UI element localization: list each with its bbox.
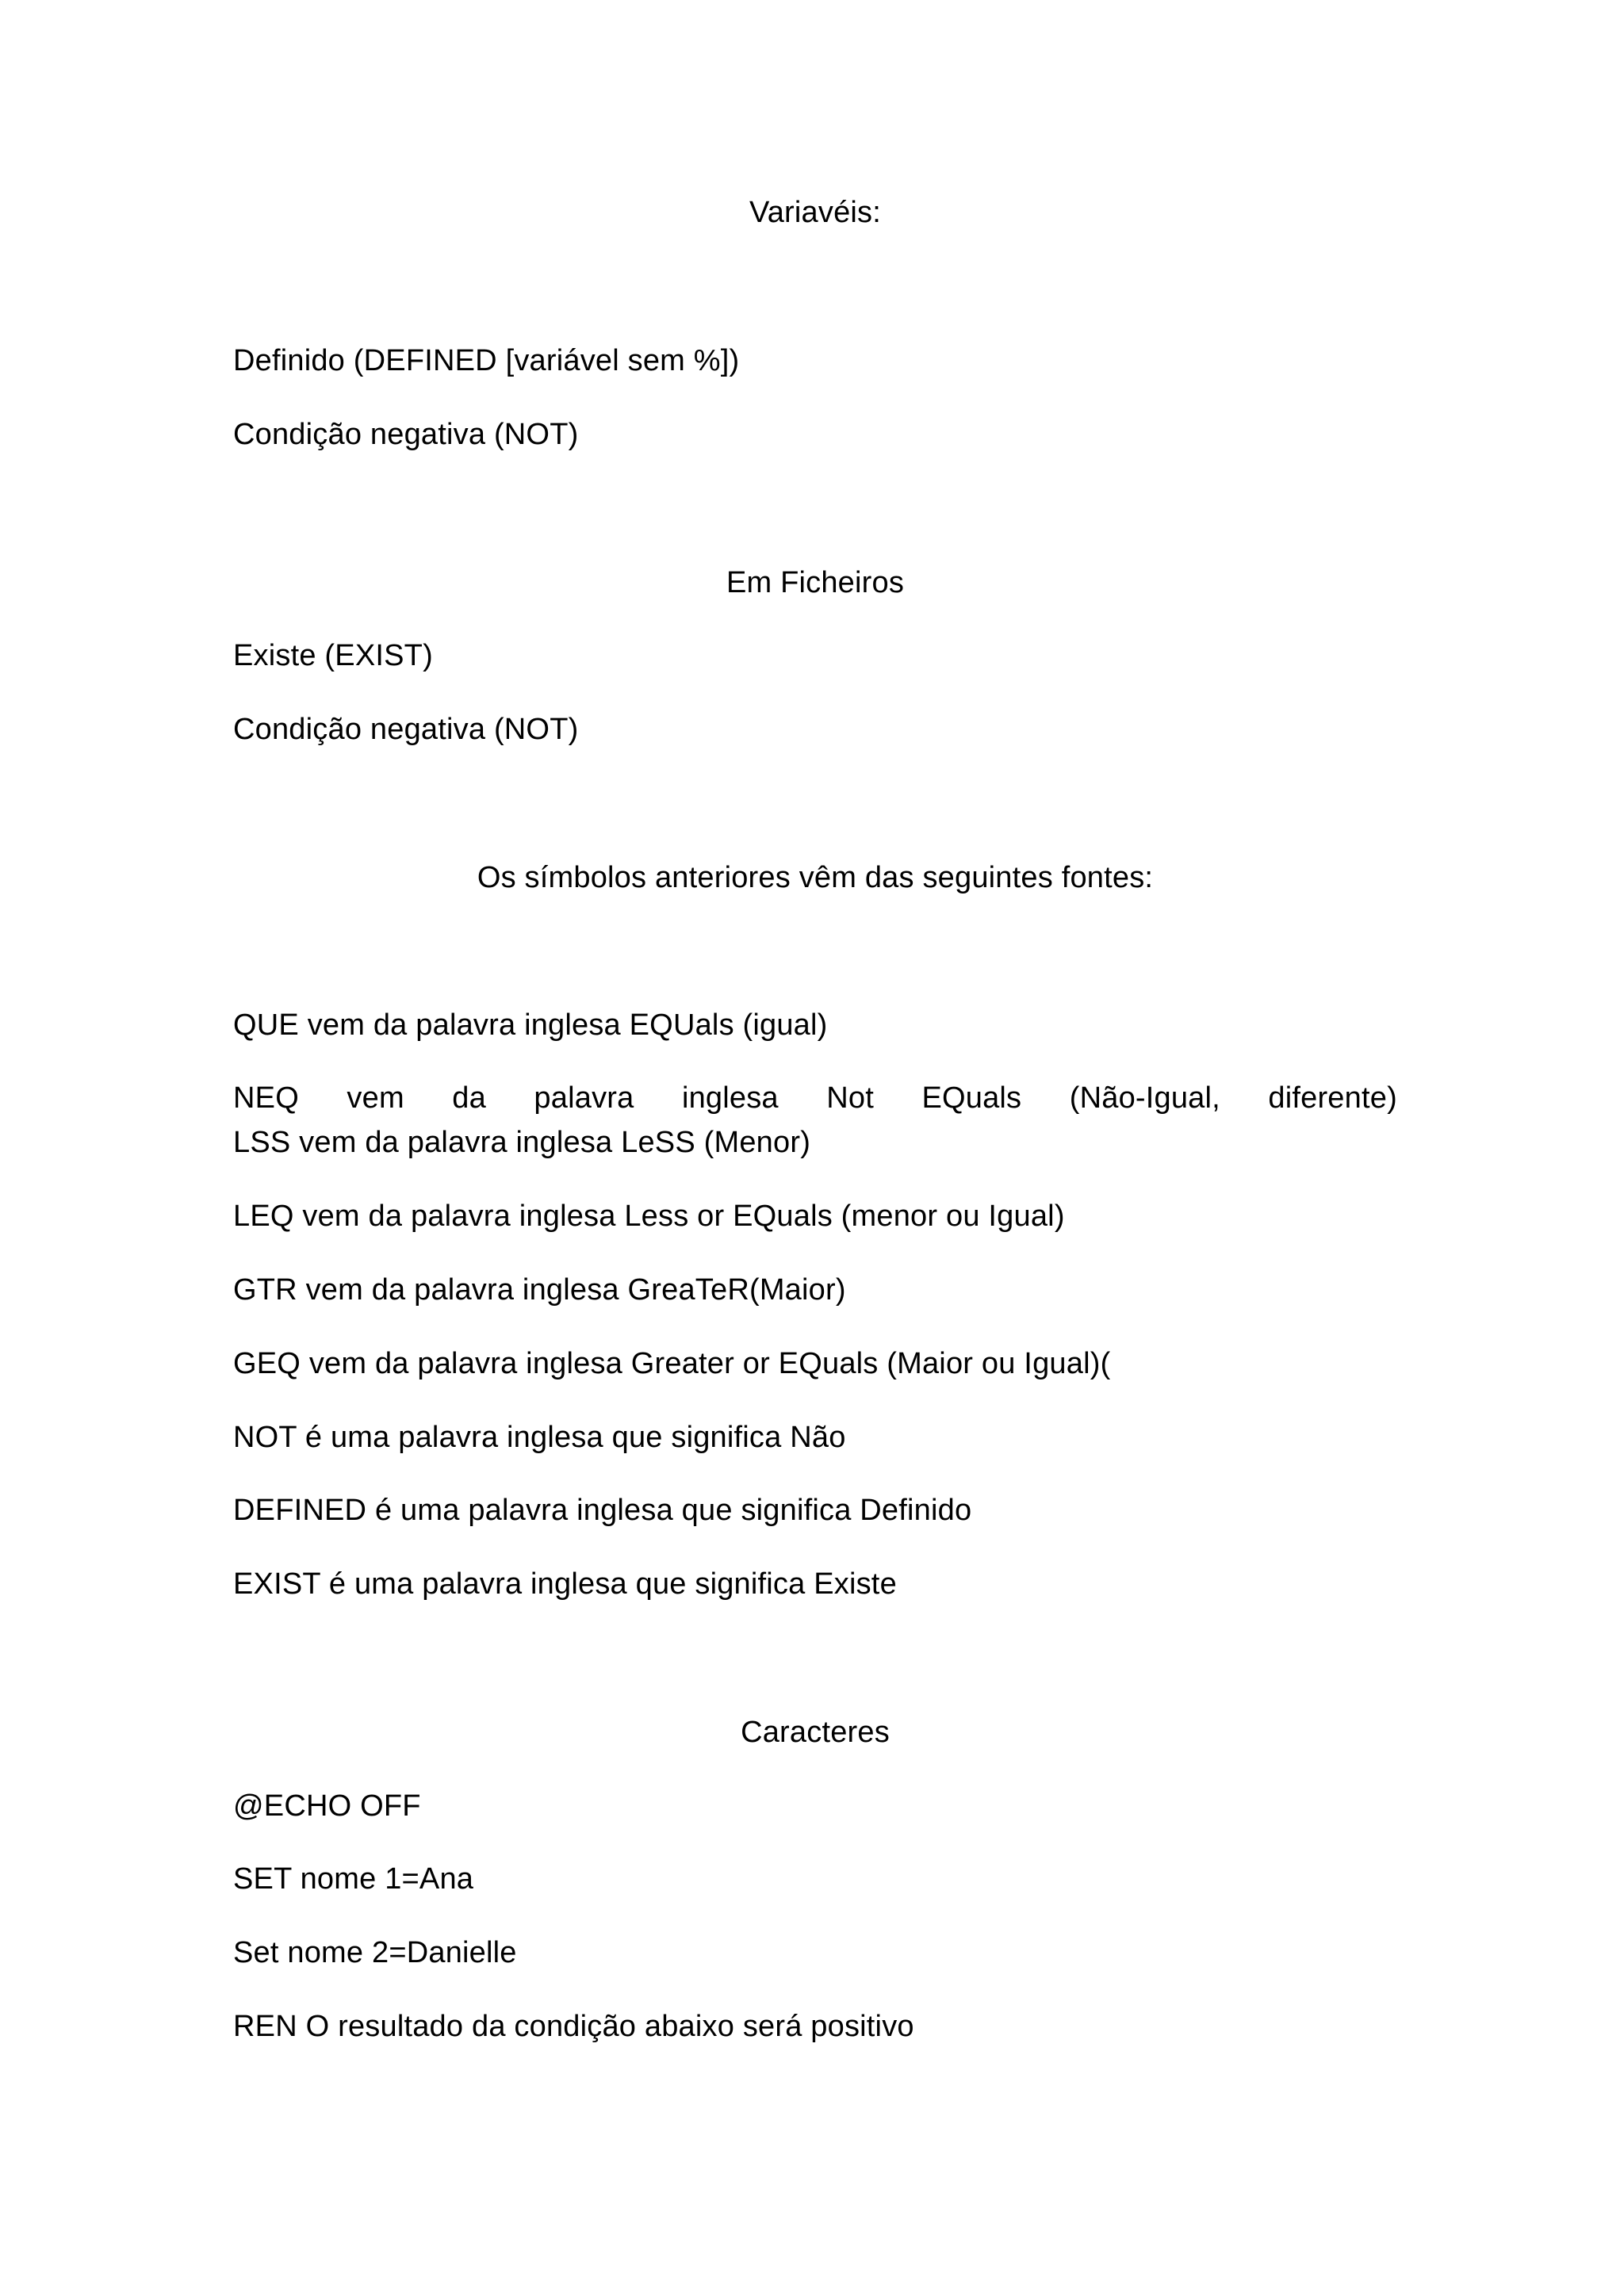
var-not-line: Condição negativa (NOT) xyxy=(233,418,579,451)
symbol-leq-line: LEQ vem da palavra inglesa Less or EQuals (menor ou Igual) xyxy=(233,1200,1065,1233)
symbol-geq-line: GEQ vem da palavra inglesa Greater or EQuals (Maior ou Igual)( xyxy=(233,1347,1111,1380)
code-ren-line: REN O resultado da condição abaixo será positivo xyxy=(233,2010,914,2043)
neq-word: EQuals xyxy=(921,1081,1022,1115)
code-set2-line: Set nome 2=Danielle xyxy=(233,1936,517,1969)
symbol-exist-line: EXIST é uma palavra inglesa que significa Existe xyxy=(233,1567,897,1601)
file-not-line: Condição negativa (NOT) xyxy=(233,713,579,746)
symbol-gtr-line: GTR vem da palavra inglesa GreaTeR(Maior) xyxy=(233,1273,846,1307)
code-echo-line: @ECHO OFF xyxy=(233,1789,421,1823)
symbol-neq-line xyxy=(233,1080,1397,1116)
heading-simbolos: Os símbolos anteriores vêm das seguintes fontes: xyxy=(477,861,1154,894)
symbol-defined-line: DEFINED é uma palavra inglesa que significa Definido xyxy=(233,1494,972,1527)
heading-em-ficheiros: Em Ficheiros xyxy=(726,566,905,599)
code-set1-line: SET nome 1=Ana xyxy=(233,1862,474,1896)
symbol-lss-line: LSS vem da palavra inglesa LeSS (Menor) xyxy=(233,1126,811,1159)
heading-variaveis: Variavéis: xyxy=(749,196,882,229)
neq-word: da xyxy=(452,1081,486,1115)
symbol-que-line: QUE vem da palavra inglesa EQUals (igual) xyxy=(233,1008,828,1042)
neq-word: (Não-Igual, xyxy=(1069,1081,1220,1115)
neq-word: diferente) xyxy=(1268,1081,1397,1115)
neq-word: vem xyxy=(347,1081,404,1115)
file-exist-line: Existe (EXIST) xyxy=(233,639,433,672)
neq-word: Not xyxy=(826,1081,874,1115)
neq-word: inglesa xyxy=(681,1081,779,1115)
neq-word: NEQ xyxy=(233,1081,299,1115)
neq-word: palavra xyxy=(534,1081,634,1115)
symbol-not-line: NOT é uma palavra inglesa que significa Não xyxy=(233,1421,846,1454)
heading-caracteres: Caracteres xyxy=(741,1716,890,1749)
var-defined-line: Definido (DEFINED [variável sem %]) xyxy=(233,344,740,377)
